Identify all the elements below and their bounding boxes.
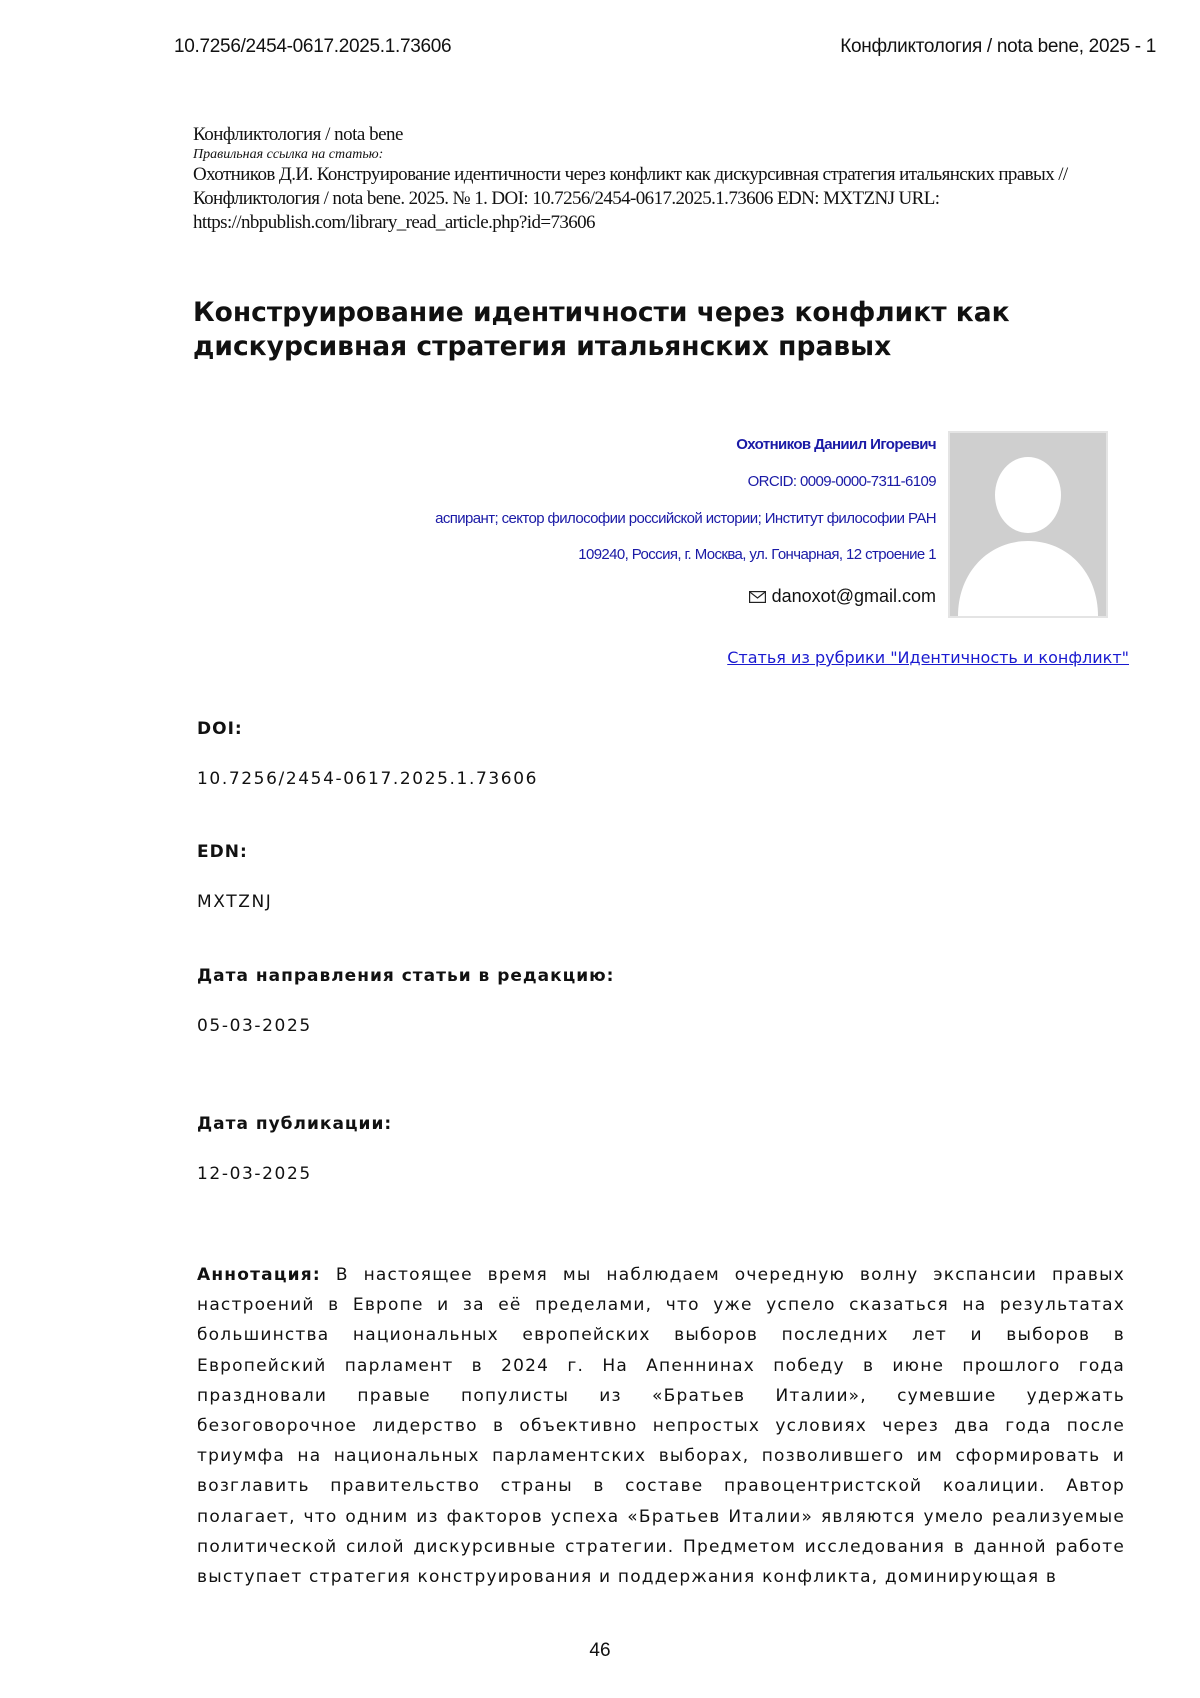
author-avatar	[948, 431, 1108, 618]
submitted-date-label: Дата направления статьи в редакцию:	[197, 966, 615, 986]
author-orcid: ORCID: 0009-0000-7311-6109	[747, 473, 936, 490]
citation-reference: Охотников Д.И. Конструирование идентичности через конфликт как дискурсивная стратегия итальянских правых // Конфликтология / nota bene. 2025. № 1. DOI: 10.7256/2454-0617.2025.1.73606 EDN: MXTZNJ URL: https://nbpublish.com/library_read_article.php?id=73606	[193, 164, 1068, 233]
abstract-label: Аннотация:	[197, 1265, 321, 1285]
abstract-text: В настоящее время мы наблюдаем очередную волну экспансии правых настроений в Европе и за её пределами, что уже успело сказаться на результатах большинства национальных европейских выборов последних лет и выборов в Европейский парламент в 2024 г. На Апеннинах победу в июне прошлого года праздновали правые популисты из «Братьев Италии», сумевшие удержать безоговорочное лидерство в объективно непростых условиях через два года после триумфа на национальных парламентских выборах, позволившего им сформировать и возглавить правительство страны в составе правоцентристской коалиции. Автор полагает, что одним из факторов успеха «Братьев Италии» являются умело реализуемые политической силой дискурсивные стратегии. Предметом исследования в данной работе выступает стратегия конструирования и поддержания конфликта, доминирующая в	[197, 1265, 1126, 1588]
published-date-value: 12-03-2025	[197, 1164, 312, 1184]
author-name: Охотников Даниил Игоревич	[736, 436, 936, 453]
page-number: 46	[589, 1640, 611, 1661]
person-placeholder-icon	[950, 433, 1106, 616]
article-title: Конструирование идентичности через конфликт как дискурсивная стратегия итальянских правых	[193, 297, 1010, 362]
edn-value: MXTZNJ	[197, 892, 273, 912]
citation-block	[193, 124, 1123, 235]
abstract	[197, 1260, 1125, 1592]
published-date-label: Дата публикации:	[197, 1114, 393, 1134]
citation-journal: Конфликтология / nota bene	[193, 124, 403, 145]
rubric-link[interactable]: Статья из рубрики "Идентичность и конфликт"	[727, 648, 1129, 667]
doi-label: DOI:	[197, 719, 243, 739]
author-email-text[interactable]: danoxot@gmail.com	[771, 586, 936, 606]
edn-label: EDN:	[197, 842, 248, 862]
header-journal-issue: Конфликтология / nota bene, 2025 - 1	[840, 36, 1156, 57]
citation-label: Правильная ссылка на статью:	[193, 147, 384, 162]
author-email[interactable]	[749, 586, 936, 607]
author-affiliation: аспирант; сектор философии российской истории; Институт философии РАН	[435, 510, 936, 527]
doi-value: 10.7256/2454-0617.2025.1.73606	[197, 769, 539, 789]
envelope-icon	[749, 591, 766, 603]
submitted-date-value: 05-03-2025	[197, 1016, 312, 1036]
author-address: 109240, Россия, г. Москва, ул. Гончарная, 12 строение 1	[578, 546, 936, 563]
header-doi: 10.7256/2454-0617.2025.1.73606	[174, 36, 452, 57]
